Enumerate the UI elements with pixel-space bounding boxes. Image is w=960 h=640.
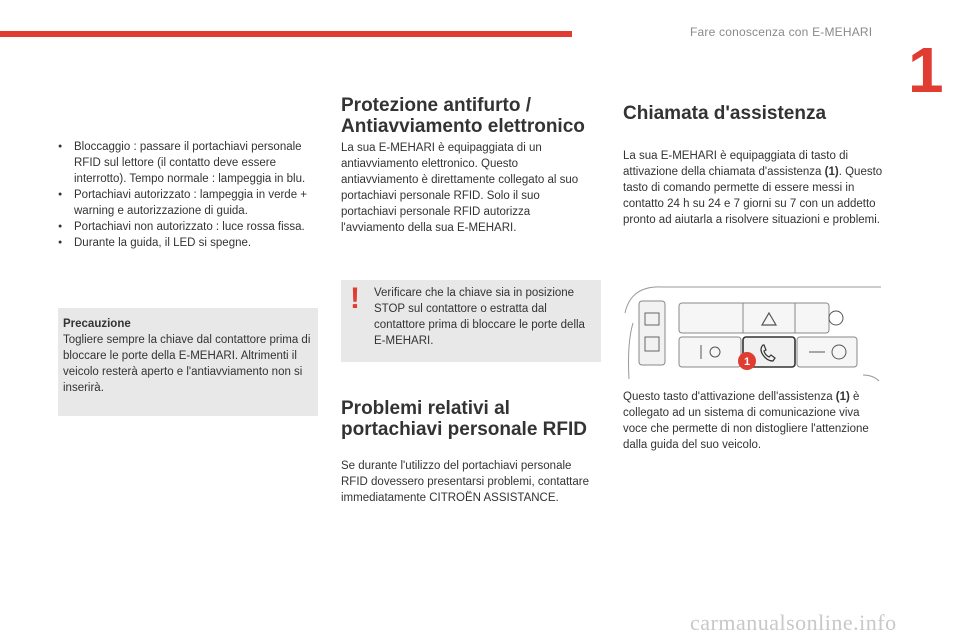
list-item: ● Portachiavi autorizzato : lampeggia in verde + warning e autorizzazione di guida.	[58, 187, 320, 219]
precaution-title: Precauzione	[63, 318, 131, 330]
chapter-number: 1	[908, 34, 944, 106]
warning-box	[341, 280, 601, 362]
paragraph-rfid-problems: Se durante l'utilizzo del portachiavi personale RFID dovessero presentarsi problemi, contattare immediatamente CITROËN ASSISTANCE.	[341, 460, 589, 504]
precaution-text: Togliere sempre la chiave dal contattore prima di bloccare le porte della E-MEHARI. Altrimenti il veicolo resterà aperto e l'antiavviamento non si inserirà.	[63, 334, 311, 394]
callout-marker: 1	[743, 356, 751, 368]
paragraph-assistance-button	[623, 389, 885, 453]
list-item: ● Portachiavi non autorizzato : luce rossa fissa.	[58, 219, 320, 235]
assistance-button-illustration	[623, 283, 885, 385]
warning-text: Verificare che la chiave sia in posizione STOP sul contattore o estratta dal contattore prima di bloccare le porte della E-MEHARI.	[374, 287, 585, 347]
dashboard-panel-drawing	[623, 283, 885, 385]
section-title: Fare conoscenza con E-MEHARI	[690, 25, 873, 39]
warning-icon: !	[350, 282, 360, 315]
heading-assistance-call: Chiamata d'assistenza	[623, 103, 827, 124]
paragraph-text: . Questo tasto di comando permette di essere messi in contatto 24 h su 24 e 7 giorni su 7 con un addetto pronto ad aiutarla a risolvere situazioni e problemi.	[623, 166, 883, 226]
watermark: carmanualsonline.info	[690, 610, 897, 635]
header-accent-bar	[0, 31, 572, 37]
column-1	[58, 139, 320, 251]
list-item: ● Durante la guida, il LED si spegne.	[58, 235, 320, 251]
reference-marker: (1)	[824, 166, 839, 178]
led-status-list	[58, 139, 320, 251]
paragraph-text: Questo tasto d'attivazione dell'assistenza	[623, 391, 836, 403]
paragraph-text: La sua E-MEHARI è equipaggiata di tasto di attivazione della chiamata d'assistenza	[623, 150, 849, 178]
heading-rfid-problems: Problemi relativi al portachiavi personale RFID	[341, 398, 588, 440]
paragraph-assistance-call	[623, 148, 885, 228]
heading-antitheft: Protezione antifurto / Antiavviamento elettronico	[341, 95, 585, 137]
list-item: ● Bloccaggio : passare il portachiavi personale RFID sul lettore (il contatto deve essere interrotto). Tempo normale : lampeggia in blu.	[58, 139, 320, 187]
paragraph-text: è collegato ad un sistema di comunicazione viva voce che permette di non distogliere l'attenzione dalla guida del suo veicolo.	[623, 391, 869, 451]
paragraph-antitheft: La sua E-MEHARI è equipaggiata di un antiavviamento elettronico. Questo antiavviamento è direttamente collegato al suo portachiavi personale RFID. Solo il suo portachiavi personale RFID autorizza l'avviamento della sua E-MEHARI.	[341, 142, 579, 234]
precaution-box	[58, 308, 318, 416]
reference-marker: (1)	[835, 391, 850, 403]
